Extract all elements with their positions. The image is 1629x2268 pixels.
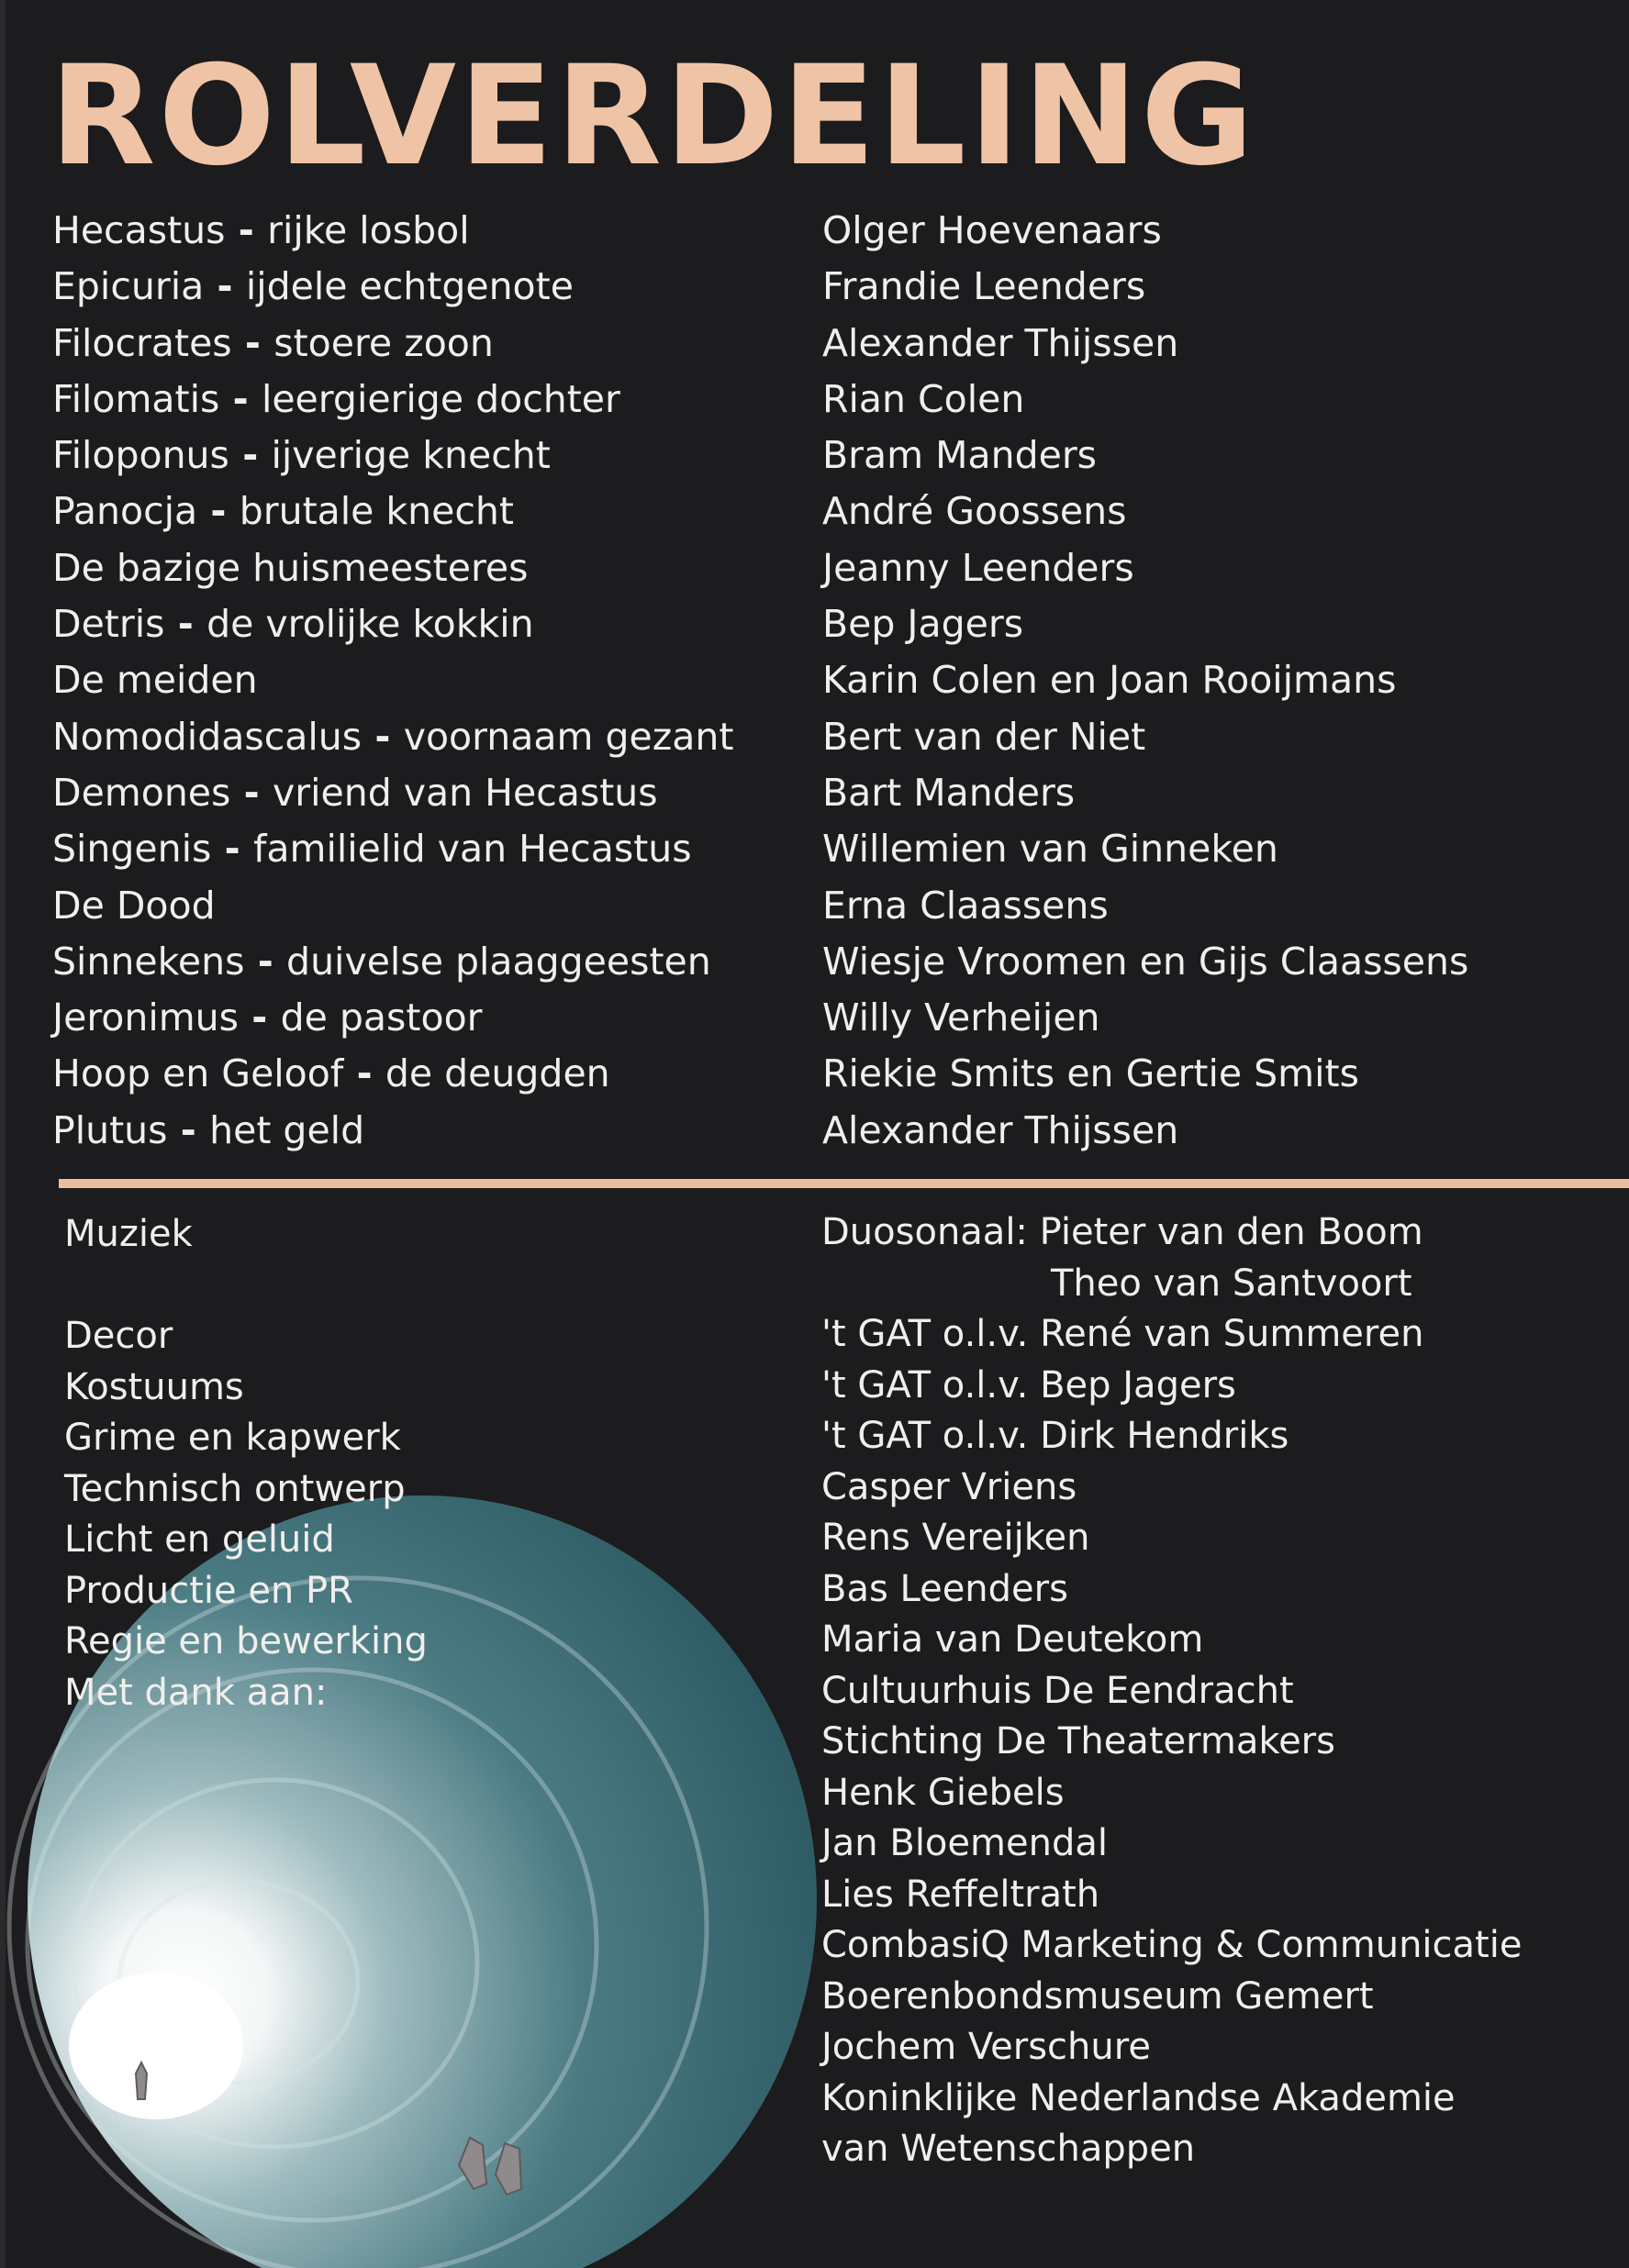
actor-name: Olger Hoevenaars (822, 208, 1162, 252)
role-dash: - (230, 770, 273, 815)
cast-role-row (52, 203, 733, 259)
role-dash: - (211, 827, 253, 872)
role-description: de vrolijke kokkin (206, 602, 534, 647)
role-dash: - (229, 433, 272, 478)
role-dash: - (239, 995, 281, 1040)
cast-role-row (52, 316, 733, 372)
actor-name: Frandie Leenders (822, 264, 1146, 309)
cast-role-row (52, 878, 733, 934)
actor-name: Bart Manders (822, 770, 1076, 815)
actor-name: Bert van der Niet (822, 714, 1146, 759)
role-dash: - (225, 208, 268, 252)
thanks-name: Henk Giebels (821, 1771, 1065, 1814)
role-name: De meiden (52, 658, 258, 703)
actor-name: Rian Colen (822, 376, 1025, 421)
cast-role-row (52, 1103, 733, 1159)
actor-name: André Goossens (822, 489, 1127, 534)
actor-name: Jeanny Leenders (822, 545, 1134, 590)
crew-function: Met dank aan: (64, 1671, 328, 1714)
thanks-name: Lies Reffeltrath (821, 1873, 1100, 1916)
role-name: Hecastus (52, 208, 226, 252)
crew-name: Bas Leenders (821, 1567, 1068, 1610)
cast-role-row (52, 934, 733, 990)
role-name: Jeronimus (52, 995, 240, 1040)
cast-role-row (52, 372, 733, 428)
role-name: Hoop en Geloof (52, 1051, 344, 1096)
role-dash: - (231, 320, 274, 365)
crew-function: Licht en geluid (64, 1518, 335, 1561)
thanks-name: Jochem Verschure (821, 2026, 1151, 2068)
role-description: duivelse plaaggeesten (286, 939, 711, 984)
role-name: De bazige huismeesteres (52, 545, 529, 590)
cast-role-row (52, 652, 733, 708)
role-description: familielid van Hecastus (252, 827, 692, 872)
role-dash: - (197, 489, 240, 534)
cast-role-row (52, 484, 733, 539)
thanks-name: Boerenbondsmuseum Gemert (821, 1974, 1374, 2018)
cast-role-row (52, 540, 733, 596)
role-description: ijverige knecht (271, 433, 551, 478)
actor-name: Bep Jagers (822, 602, 1024, 647)
role-name: De Dood (52, 883, 216, 928)
section-divider (59, 1179, 1629, 1188)
crew-name: 't GAT o.l.v. Bep Jagers (821, 1363, 1236, 1406)
cast-role-row (52, 990, 733, 1046)
role-dash: - (244, 939, 287, 984)
cast-role-row (52, 709, 733, 765)
actor-name: Karin Colen en Joan Rooijmans (822, 658, 1397, 703)
thanks-name: Stichting De Theatermakers (821, 1720, 1335, 1762)
role-name: Filoponus (52, 433, 229, 478)
role-dash: - (343, 1051, 385, 1096)
role-description: vriend van Hecastus (272, 770, 658, 815)
role-dash: - (164, 602, 207, 647)
cast-actors (822, 203, 1468, 1159)
cast-role-row (52, 765, 733, 821)
role-dash: - (204, 264, 246, 309)
actor-name: Erna Claassens (822, 883, 1109, 928)
role-dash: - (219, 376, 262, 421)
page-title: ROLVERDELING (50, 37, 1257, 196)
thanks-name: Jan Bloemendal (821, 1822, 1108, 1864)
crew-function: Grime en kapwerk (64, 1417, 401, 1459)
cast-role-row (52, 821, 733, 877)
role-dash: - (167, 1107, 210, 1152)
role-name: Plutus (52, 1107, 168, 1152)
role-description: de deugden (385, 1051, 610, 1096)
role-name: Filomatis (52, 376, 220, 421)
actor-name: Alexander Thijssen (822, 1107, 1179, 1152)
role-name: Filocrates (52, 320, 232, 365)
crew-names (821, 1207, 1522, 2175)
crew-name: Theo van Santvoort (1051, 1262, 1412, 1305)
cast-role-row (52, 259, 733, 315)
cast-role-row (52, 596, 733, 652)
actor-name: Willy Verheijen (822, 995, 1100, 1040)
role-name: Singenis (52, 827, 212, 872)
crew-function: Productie en PR (64, 1569, 353, 1612)
crew-function: Technisch ontwerp (64, 1467, 406, 1510)
role-name: Nomodidascalus (52, 714, 363, 759)
crew-name: Maria van Deutekom (821, 1618, 1204, 1661)
thanks-name: Koninklijke Nederlandse Akademie (821, 2076, 1456, 2119)
role-dash: - (362, 714, 404, 759)
actor-name: Alexander Thijssen (822, 320, 1179, 365)
actor-name: Riekie Smits en Gertie Smits (822, 1051, 1359, 1096)
cast-role-row (52, 1046, 733, 1102)
crew-name: Casper Vriens (821, 1465, 1077, 1508)
actor-name: Bram Manders (822, 433, 1098, 478)
crew-function: Muziek (64, 1213, 193, 1255)
crew-name: Duosonaal: Pieter van den Boom (821, 1211, 1423, 1253)
role-name: Sinnekens (52, 939, 245, 984)
cast-role-row (52, 428, 733, 484)
role-description: de pastoor (280, 995, 483, 1040)
cast-roles (52, 203, 733, 1159)
role-name: Detris (52, 602, 165, 647)
crew-function: Decor (64, 1315, 173, 1357)
role-description: voornaam gezant (403, 714, 734, 759)
thanks-name: van Wetenschappen (821, 2128, 1196, 2170)
tunnel-light (69, 1973, 243, 2119)
role-description: stoere zoon (273, 320, 494, 365)
crew-function: Kostuums (64, 1365, 244, 1408)
role-description: ijdele echtgenote (245, 264, 574, 309)
role-name: Panocja (52, 489, 198, 534)
role-name: Demones (52, 770, 231, 815)
crew-functions (64, 1209, 428, 1718)
role-name: Epicuria (52, 264, 205, 309)
crew-function-spacer (64, 1261, 428, 1312)
actor-name: Wiesje Vroomen en Gijs Claassens (822, 939, 1469, 984)
role-description: brutale knecht (239, 489, 514, 534)
actor-name: Willemien van Ginneken (822, 827, 1278, 872)
crew-name: 't GAT o.l.v. Dirk Hendriks (821, 1415, 1289, 1457)
crew-name: Rens Vereijken (821, 1517, 1090, 1559)
crew-function: Regie en bewerking (64, 1620, 428, 1662)
role-description: rijke losbol (267, 208, 470, 252)
thanks-name: CombasiQ Marketing & Communicatie (821, 1924, 1523, 1966)
role-description: het geld (209, 1107, 365, 1152)
crew-name: 't GAT o.l.v. René van Summeren (821, 1313, 1424, 1355)
role-description: leergierige dochter (261, 376, 620, 421)
thanks-name: Cultuurhuis De Eendracht (821, 1669, 1294, 1712)
